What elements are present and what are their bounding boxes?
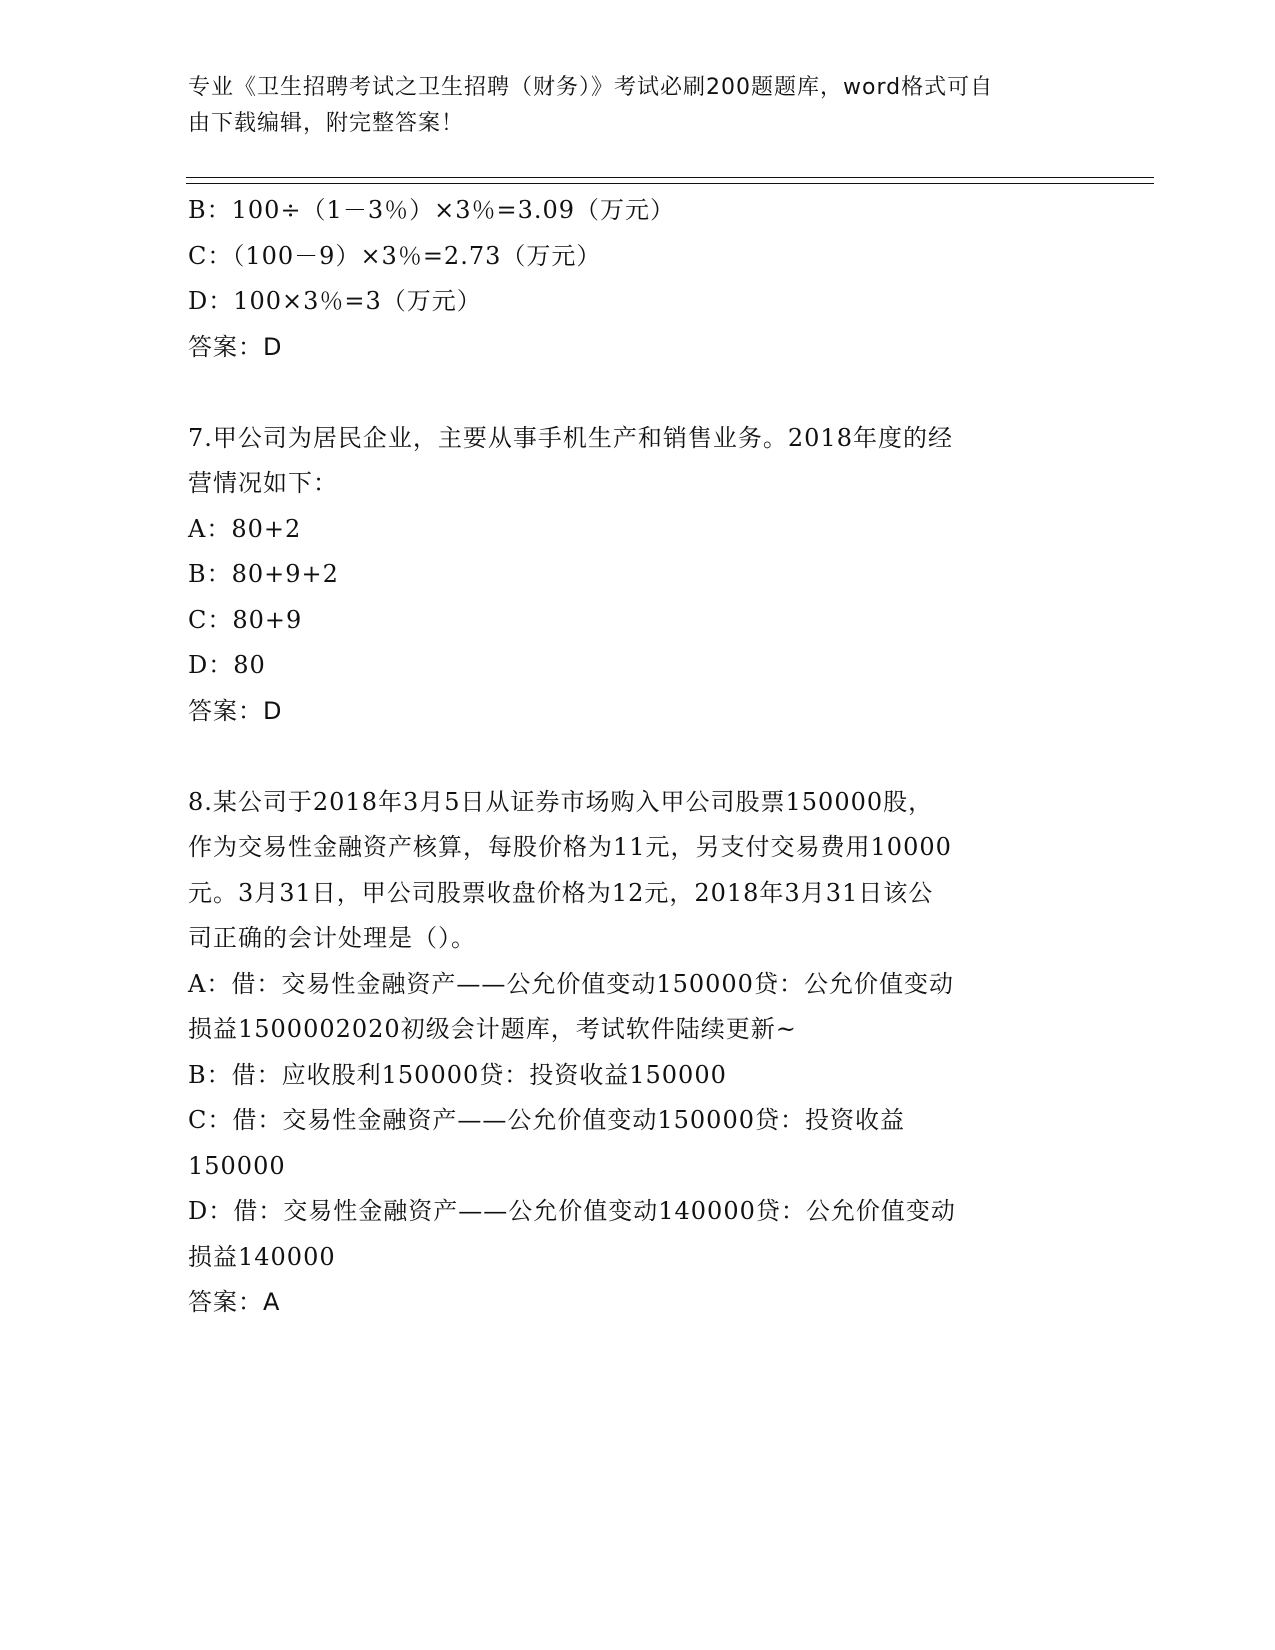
q7-option-b: B：80+9+2 bbox=[188, 560, 339, 588]
q7-option-a: A：80+2 bbox=[188, 514, 302, 543]
spacer bbox=[188, 734, 1068, 780]
q8-answer: 答案：A bbox=[188, 1288, 281, 1316]
question-7-block bbox=[188, 416, 1068, 735]
q7-answer: 答案：D bbox=[188, 696, 283, 725]
document-header bbox=[188, 70, 1068, 142]
q8-option-a-line-1: A：借：交易性金融资产——公允价值变动150000贷：公允价值变动 bbox=[188, 969, 954, 998]
q7-stem-line-1: 7.甲公司为居民企业，主要从事手机生产和销售业务。2018年度的经 bbox=[188, 423, 953, 452]
q6-option-d: D：100×3％=3（万元） bbox=[188, 287, 482, 315]
q8-option-c-line-1: C：借：交易性金融资产——公允价值变动150000贷：投资收益 bbox=[188, 1106, 905, 1134]
question-6-block bbox=[188, 188, 1068, 370]
q6-option-b: B：100÷（1－3％）×3％=3.09（万元） bbox=[188, 196, 676, 224]
q7-option-c: C：80+9 bbox=[188, 605, 303, 634]
q7-stem-line-2: 营情况如下： bbox=[188, 469, 338, 497]
q8-option-a-line-2: 损益1500002020初级会计题库，考试软件陆续更新~ bbox=[188, 1015, 797, 1043]
q8-stem-line-3: 元。3月31日，甲公司股票收盘价格为12元，2018年3月31日该公 bbox=[188, 878, 934, 907]
header-rule-top bbox=[186, 177, 1154, 178]
q8-stem-line-2: 作为交易性金融资产核算，每股价格为11元，另支付交易费用10000 bbox=[188, 833, 952, 861]
q8-option-d-line-2: 损益140000 bbox=[188, 1242, 336, 1271]
q8-stem-line-1: 8.某公司于2018年3月5日从证券市场购入甲公司股票150000股， bbox=[188, 787, 934, 816]
document-body bbox=[188, 188, 1068, 1326]
header-line-2: 由下载编辑，附完整答案！ bbox=[188, 111, 465, 136]
q8-option-c-line-2: 150000 bbox=[188, 1151, 286, 1180]
q8-option-d-line-1: D：借：交易性金融资产——公允价值变动140000贷：公允价值变动 bbox=[188, 1197, 956, 1225]
header-rule-bottom bbox=[186, 183, 1154, 184]
spacer bbox=[188, 370, 1068, 416]
q8-stem-line-4: 司正确的会计处理是（）。 bbox=[188, 924, 476, 952]
q8-option-b: B：借：应收股利150000贷：投资收益150000 bbox=[188, 1060, 727, 1089]
question-8-block bbox=[188, 780, 1068, 1326]
header-line-1: 专业《卫生招聘考试之卫生招聘（财务）》考试必刷200题题库，word格式可自 bbox=[188, 75, 994, 100]
q6-option-c: C：（100－9）×3％=2.73（万元） bbox=[188, 241, 602, 270]
q7-option-d: D：80 bbox=[188, 651, 266, 679]
q6-answer: 答案：D bbox=[188, 332, 283, 361]
